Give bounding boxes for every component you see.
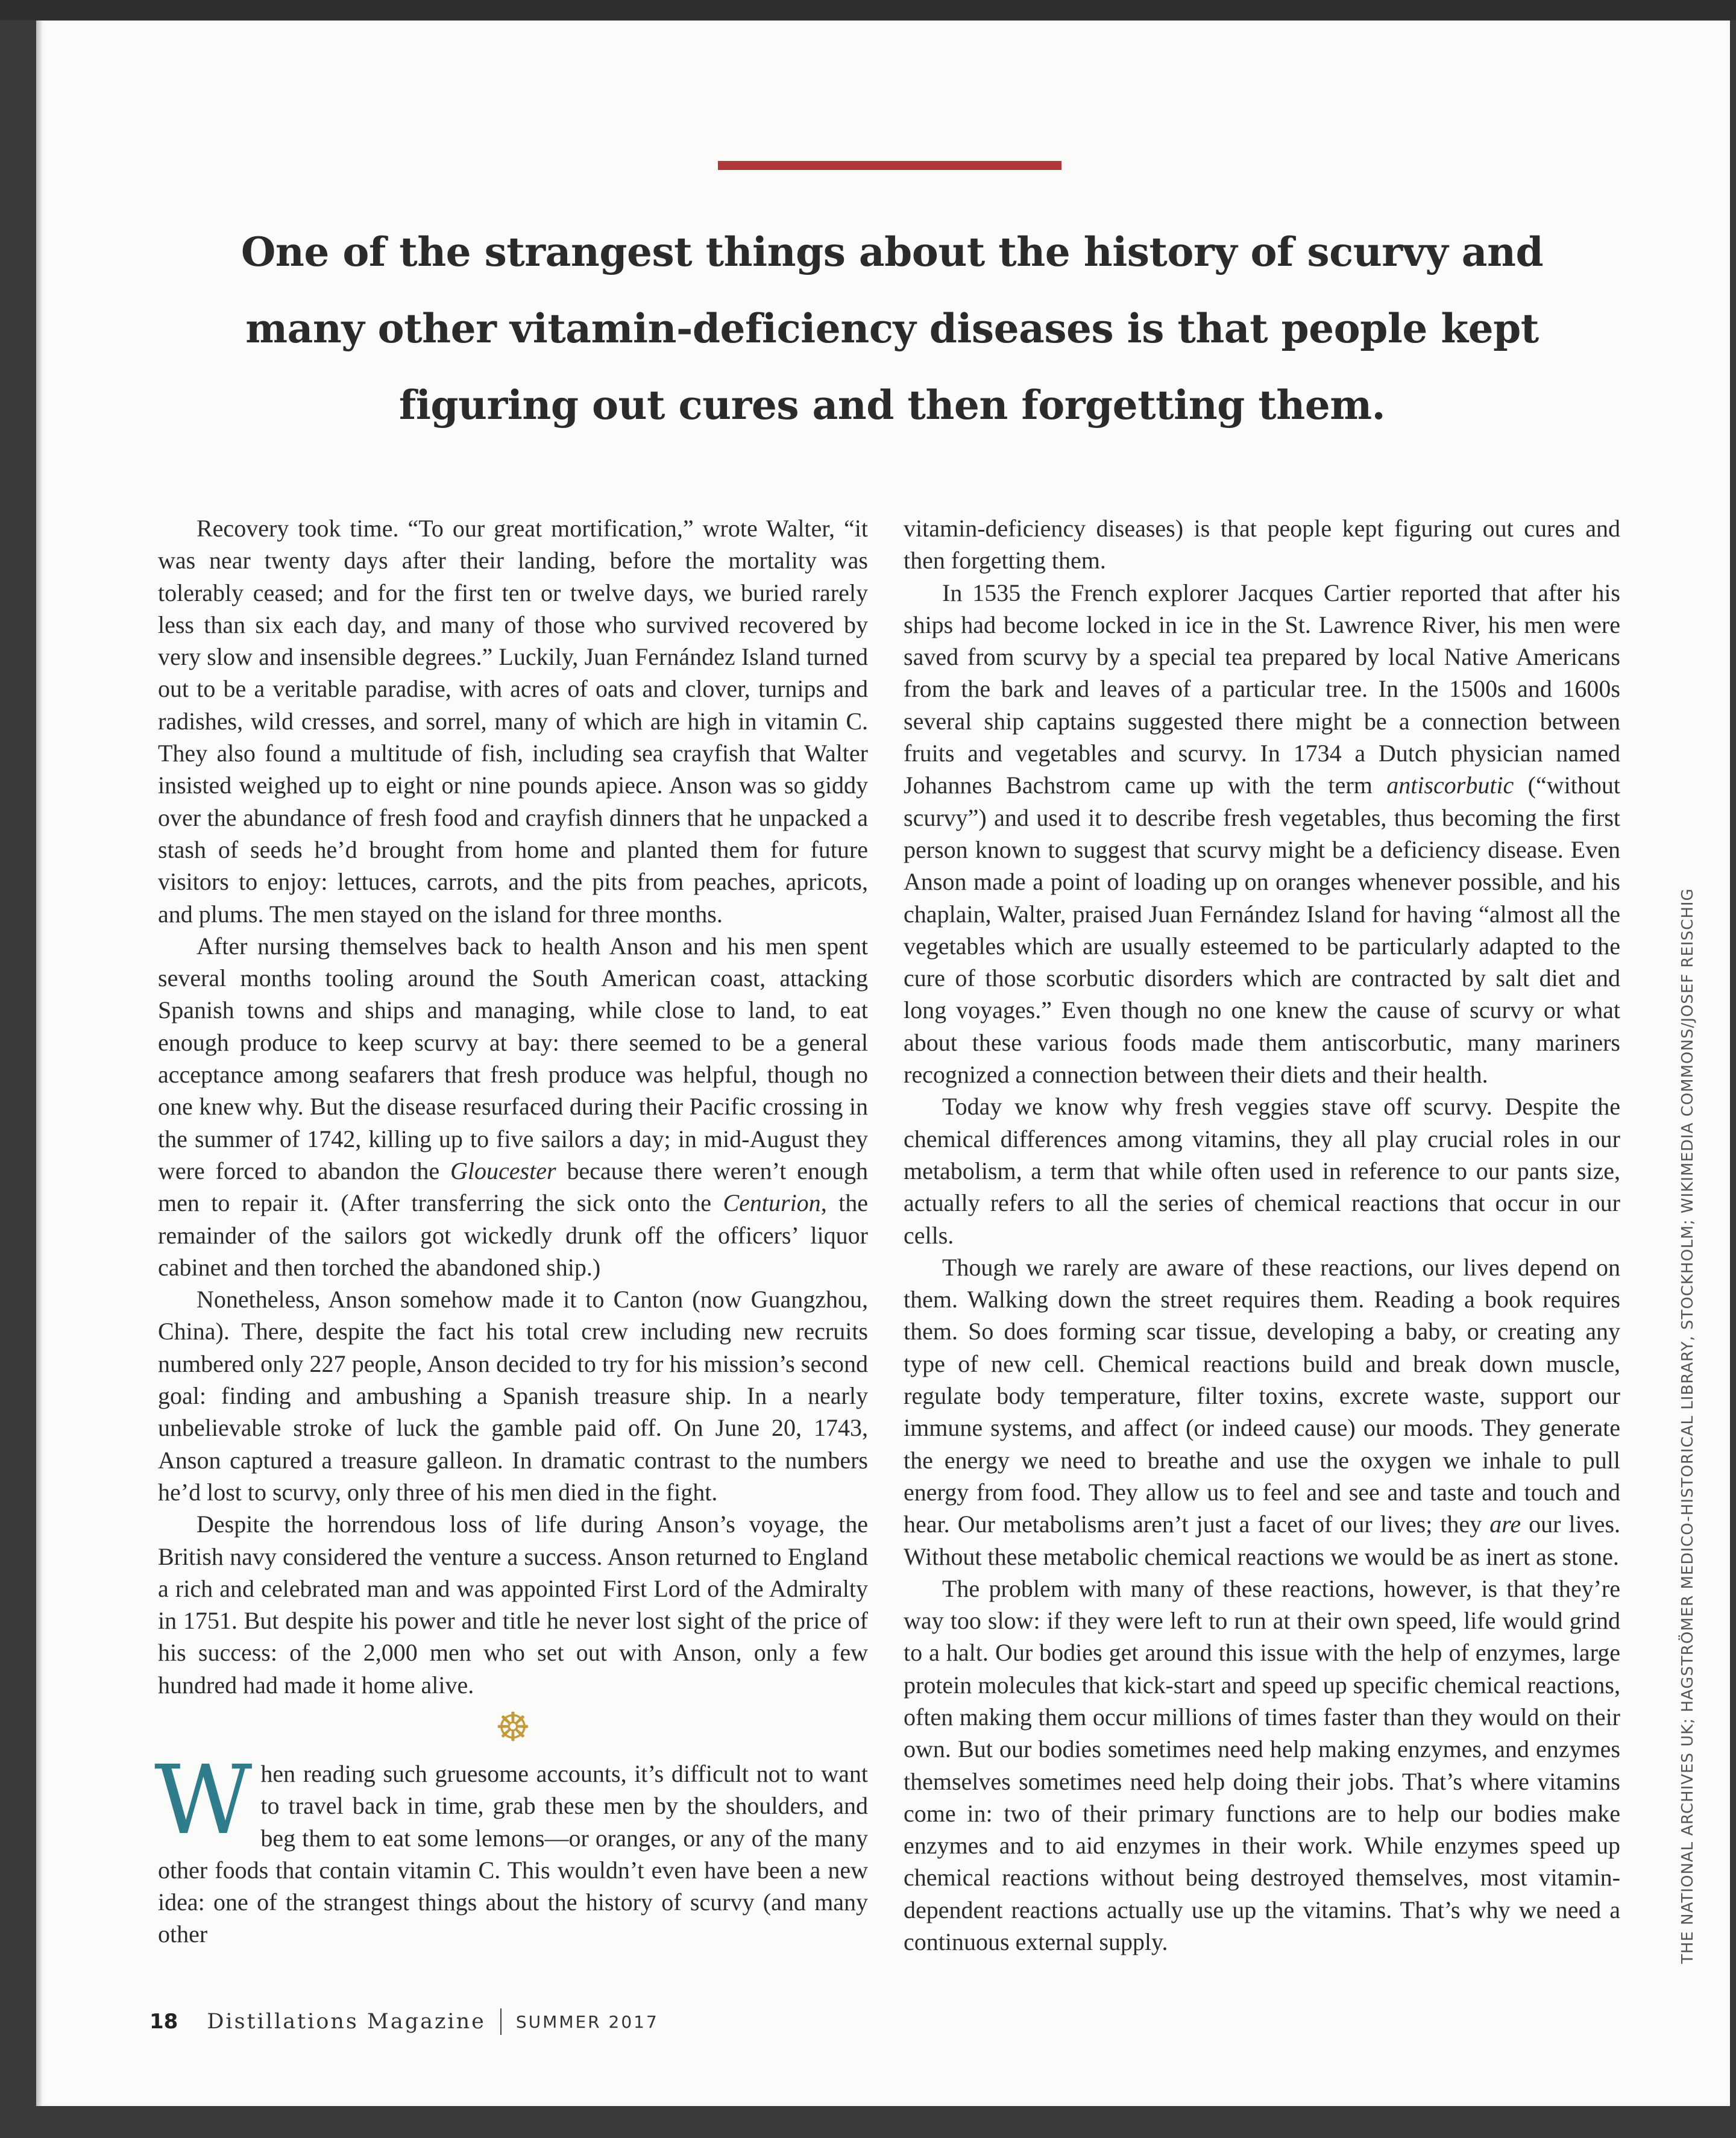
- drop-cap: W: [154, 1744, 253, 1856]
- article-column-left: [154, 512, 868, 1951]
- page-number: 18: [149, 2010, 178, 2034]
- ship-name: Centurion: [723, 1189, 821, 1217]
- paragraph: vitamin-deficiency diseases) is that people kept figuring out cures and then forgetting them.: [904, 515, 1620, 574]
- italic-term: antiscorbutic: [1386, 772, 1514, 799]
- pullquote: One of the strangest things about the history of scurvy and many other vitamin-deficiency diseases is that people kept figuring out cures and then forgetting them.: [241, 228, 1544, 429]
- paragraph: In 1535 the French explorer Jacques Cartier reported that after his ships had become locked in ice in the St. Lawrence River, his men were saved from scurvy by a special tea prepared by local Native Americans from the bark and leaves of a particular tree. In the 1500s and 1600s several ship captains suggested there might be a connection between fruits and vegetables and scurvy. In 1734 a Dutch physician named Johannes Bachstrom came up with the term antiscorbutic (“without scurvy”) and used it to describe fresh vegetables, thus becoming the first person known to suggest that scurvy might be a deficiency disease. Even Anson made a point of loading up on oranges whenever possible, and his chaplain, Walter, praised Juan Fernández Island for having “almost all the vegetables which are usually esteemed to be particularly adapted to the cure of those scorbutic disorders which are contracted by salt diet and long voyages.” Even though no one knew the cause of scurvy or what about these various foods made them antiscorbutic, many mariners recognized a connection between their diets and their health.: [904, 579, 1620, 1089]
- section-break: [158, 1701, 868, 1758]
- ship-name: Gloucester: [450, 1157, 556, 1184]
- paragraph: After nursing themselves back to health Anson and his men spent several months tooling around the South American coast, attacking Spanish towns and ships and managing, while close to land, to eat enough produce to keep scurvy at bay: there seemed to be a general acceptance among seafarers that fresh produce was helpful, though no one knew why. But the disease resurfaced during their Pacific crossing in the summer of 1742, killing up to five sailors a day; in mid-August they were forced to abandon the Gloucester because there weren’t enough men to repair it. (After transferring the sick onto the Centurion, the remainder of the sailors got wickedly drunk off the officers’ liquor cabinet and then torched the abandoned ship.): [158, 932, 868, 1281]
- paragraph: Though we rarely are aware of these reactions, our lives depend on them. Walking down the street requires them. Reading a book requires them. So does forming scar tissue, developing a baby, or creating any type of new cell. Chemical reactions build and break down muscle, regulate body temperature, filter toxins, excrete waste, support our immune systems, and affect (or indeed cause) our moods. They generate the energy we need to breathe and use the oxygen we inhale to pull energy from food. They allow us to feel and see and taste and touch and hear. Our metabolisms aren’t just a facet of our lives; they are our lives. Without these metabolic chemical reactions we would be as inert as stone.: [904, 1253, 1621, 1570]
- page-footer: [149, 2008, 659, 2035]
- paragraph: Today we know why fresh veggies stave off scurvy. Despite the chemical differences among vitamins, they all play crucial roles in our metabolism, a term that while often used in reference to our pants size, actually refers to all the series of chemical reactions that occur in our cells.: [904, 1093, 1620, 1249]
- page-gutter-shadow: [36, 20, 43, 2106]
- paragraph: Recovery took time. “To our great mortification,” wrote Walter, “it was near twenty days after their landing, before the mortality was tolerably ceased; and for the first ten or twelve days, we buried rarely less than six each day, and many of those who survived recovered by very slow and insensible degrees.” Luckily, Juan Fernández Island turned out to be a veritable paradise, with acres of oats and clover, turnips and radishes, wild cresses, and sorrel, many of which are high in vitamin C. They also found a multitude of fish, including sea crayfish that Walter insisted weighed up to eight or nine pounds apiece. Anson was so giddy over the abundance of fresh food and crayfish dinners that he unpacked a stash of seeds he’d brought from home and planted them for future visitors to enjoy: lettuces, carrots, and the pits from peaches, apricots, and plums. The men stayed on the island for three months.: [158, 515, 868, 928]
- italic-emphasis: are: [1489, 1511, 1521, 1538]
- photo-credit: THE NATIONAL ARCHIVES UK; HAGSTRÖMER MEDICO-HISTORICAL LIBRARY, STOCKHOLM; WIKIMEDIA COMMONS/JOSEF REISCHIG: [1679, 888, 1697, 1964]
- paragraph-with-dropcap: When reading such gruesome accounts, it’s difficult not to want to travel back in time, grab these men by the shoulders, and beg them to eat some lemons—or oranges, or any of the many other foods that contain vitamin C. This wouldn’t even have been a new idea: one of the strangest things about the history of scurvy (and many other: [154, 1744, 868, 1948]
- magazine-name: Distillations Magazine: [207, 2010, 486, 2034]
- paragraph: Nonetheless, Anson somehow made it to Canton (now Guangzhou, China). There, despite the fact his total crew including new recruits numbered only 227 people, Anson decided to try for his mission’s second goal: finding and ambushing a Spanish treasure ship. In a nearly unbelievable stroke of luck the gamble paid off. On June 20, 1743, Anson captured a treasure galleon. In dramatic contrast to the numbers he’d lost to scurvy, only three of his men died in the fight.: [158, 1286, 868, 1506]
- paragraph: The problem with many of these reactions, however, is that they’re way too slow: if they were left to run at their own speed, life would grind to a halt. Our bodies get around this issue with the help of enzymes, large protein molecules that kick-start and speed up specific chemical reactions, often making them occur millions of times faster than they would on their own. But our bodies sometimes need help making enzymes, and enzymes themselves sometimes need help doing their jobs. That’s where vitamins come in: two of their primary functions are to help our bodies make enzymes and to aid enzymes in their work. While enzymes speed up chemical reactions without being destroyed themselves, most vitamin-dependent reactions actually use up the vitamins. That’s why we need a continuous external supply.: [904, 1574, 1620, 1956]
- paragraph: Despite the horrendous loss of life during Anson’s voyage, the British navy considered the venture a success. Anson returned to England a rich and celebrated man and was appointed First Lord of the Admiralty in 1751. But despite his power and title he never lost sight of the price of his success: of the 2,000 men who set out with Anson, only a few hundred had made it home alive.: [158, 1511, 868, 1699]
- footer-divider: [500, 2008, 502, 2035]
- scan-background: [0, 0, 1736, 20]
- article-column-right: [904, 512, 1620, 1958]
- pullquote-accent-rule: [718, 161, 1061, 170]
- ship-wheel-icon: ☸: [495, 1705, 531, 1750]
- issue-label: SUMMER 2017: [515, 2011, 659, 2032]
